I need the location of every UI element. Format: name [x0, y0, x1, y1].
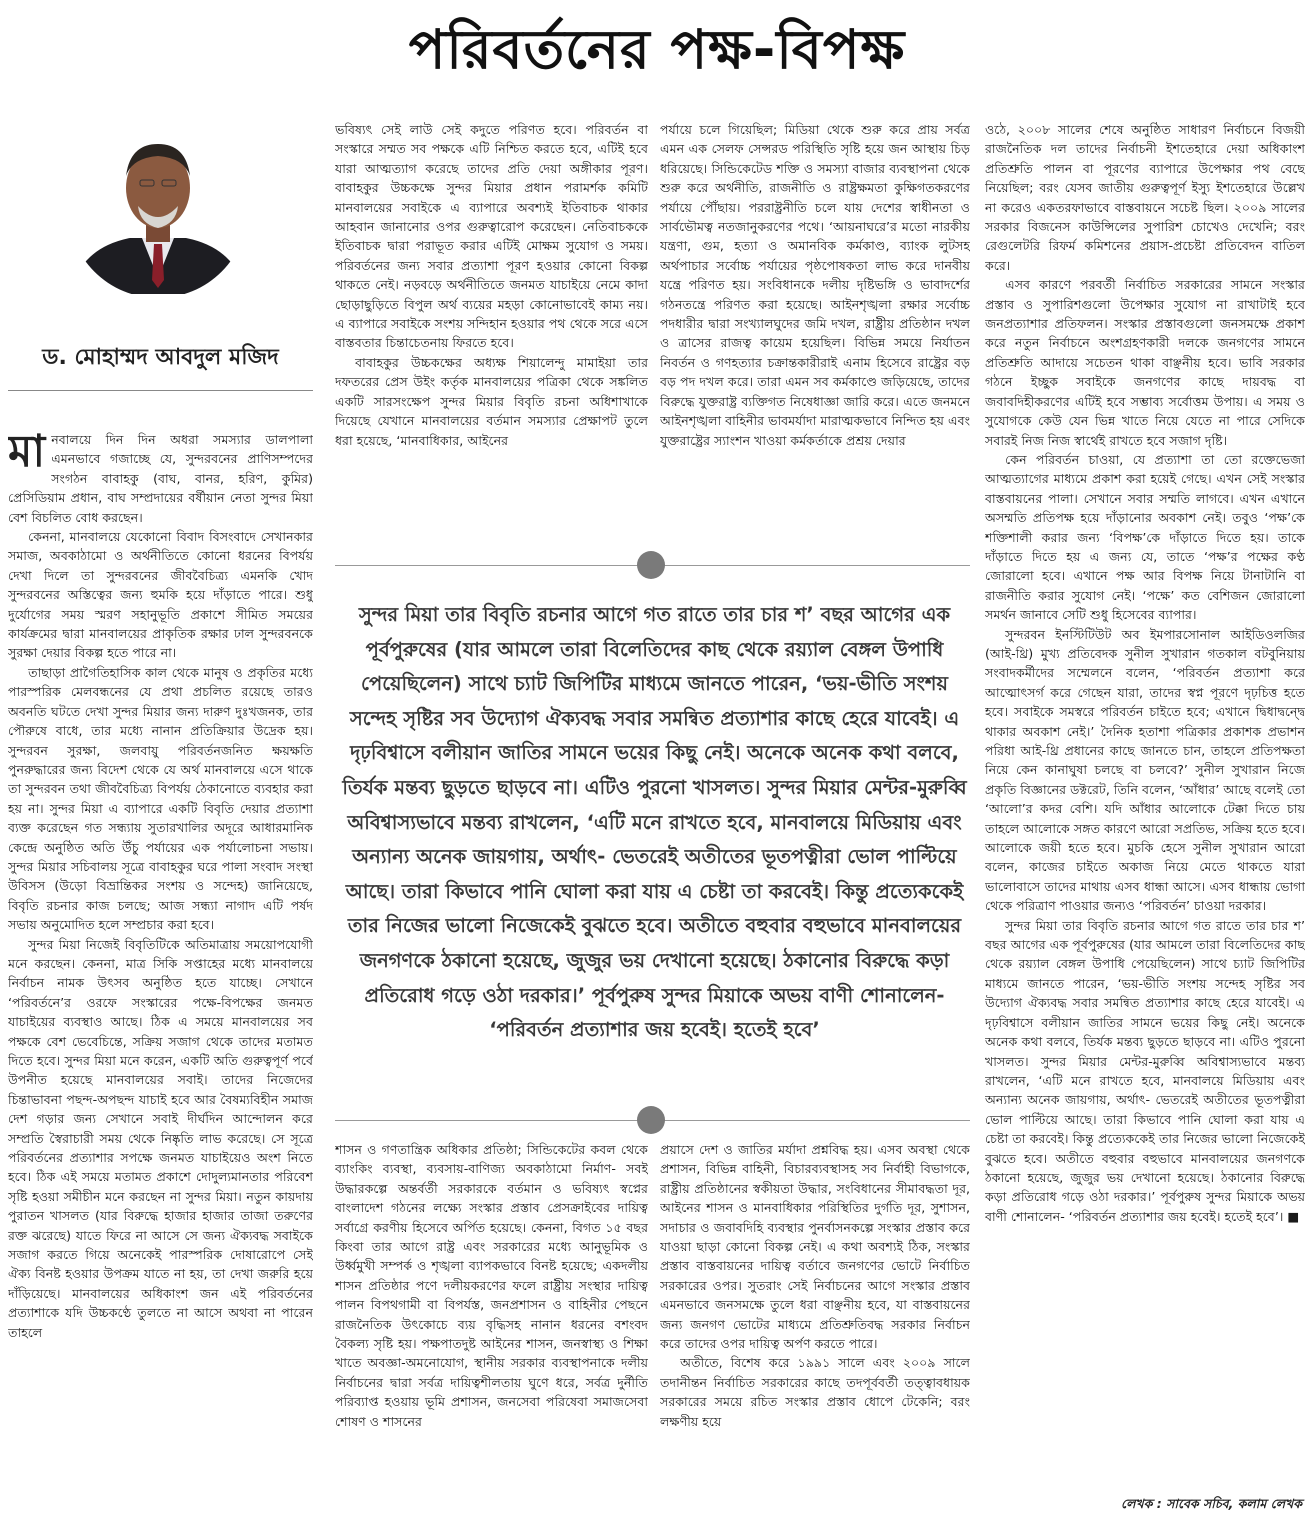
- paragraph: পর্যায়ে চলে গিয়েছিল; মিডিয়া থেকে শুরু করে প্রায় সর্বত্র এমন এক সেলফ সেন্সরড পরিস্থিতি সৃষ্টি হয়ে জন আস্থায় চিড় ধরিয়েছে। সিন্ডিকেটেড শক্তি ও সমস্যা বাজার ব্যবস্থাপনা থেকে শুরু করে অর্থনীতি, রাজনীতি ও রাষ্ট্রক্ষমতা কুক্ষিগতকরণের পর্যায়ে পৌঁছায়। পররাষ্ট্রনীতি চলে যায় দেশের স্বাধীনতা ও সার্বভৌমত্ব নতজানুকরণের পথে। ‘আয়নাঘরে’র মতো নারকীয় যন্ত্রণা, গুম, হত্যা ও অমানবিক কর্মকাণ্ড, ব্যাংক লুটসহ অর্থপাচার সর্বোচ্চ পর্যায়ের পৃষ্ঠপোষকতা লাভ করে দানবীয় যন্ত্রে পরিণত হয়। সংবিধানকে দলীয় দৃষ্টিভঙ্গি ও ভাবাদর্শের গঠনতন্ত্রে পরিণত করা হয়েছে। আইনশৃঙ্খলা রক্ষার সর্বোচ্চ পদধারীর দ্বারা সংখ্যালঘুদের জমি দখল, রাষ্ট্রীয় প্রতিষ্ঠান দখল ও ত্রাসের রাজত্ব কায়েম হয়েছিল। বিভিন্ন সময়ে নির্যাতন নিবর্তন ও গণহত্যার চক্রান্তকারীরাই এনাম হিসেবে রাষ্ট্রের বড় বড় পদ দখল করে। তারা এমন সব কর্মকাণ্ডে জড়িয়েছে, তাদের বিরুদ্ধে যুক্তরাষ্ট্র ব্যক্তিগত নিষেধাজ্ঞা জারি করে। এতে জনমনে আইনশৃঙ্খলা বাহিনীর ভাবমর্যাদা মারাত্মকভাবে নিন্দিত হয় এবং যুক্তরাষ্ট্রের স্যাংশন খাওয়া কর্মকর্তাকে প্রশ্রয় দেয়ার: [660, 122, 970, 448]
- paragraph: সুন্দরবন ইনস্টিটিউট অব ইমপারসোনাল আইডিওলজির (আই-থ্রি) মুখ্য প্রতিবেদক সুনীল সুখারান গতকাল বটবুনিয়ায় সংবাদকর্মীদের সম্মেলনে বলেন, ‘পরিবর্তন প্রত্যাশা করে আত্মোৎসর্গ করে গেছেন যারা, তাদের স্বপ্ন পূরণে দৃঢ়চিত্ত হতে হবে। সবাইকে সমস্বরে পরিবর্তন চাইতে হবে; এখানে দ্বিধাদ্বন্দ্বে থাকার অবকাশ নেই।’ দৈনিক হতাশা পত্রিকার প্রকাশক প্রভাশন পরিধা আই-থ্রি প্রধানের কাছে জানতে চান, তাহলে প্রতিপক্ষতা নিয়ে কেন কানাঘুষা চলছে বা চলবে?’ সুনীল সুখারান নিজে প্রকৃতি বিজ্ঞানের ডক্টরেট, তিনি বলেন, ‘আঁধার’ আছে বলেই তো ‘আলো’র কদর বেশি। যদি আঁধার আলোকে টেক্কা দিতে চায় তাহলে আলোকে সঙ্গত কারণে আরো সপ্রতিভ, সক্রিয় হতে হবে। আলোকে জয়ী হতে হবে। মুচকি হেসে সুনীল সুখারান আরো বলেন, কাজের চাইতে অকাজ নিয়ে মেতে থাকতে যারা ভালোবাসে তাদের মাথায় এসব ধান্ধা আসে। এসব ধান্ধায় ভোগা থেকে পরিত্রাণ পাওয়ার জন্যও ‘পরিবর্তন’ চাওয়া দরকার।: [985, 626, 1305, 914]
- paragraph: তাছাড়া প্রাগৈতিহাসিক কাল থেকে মানুষ ও প্রকৃতির মধ্যে পারস্পরিক মেলবন্ধনের যে প্রথা প্রচলিত রয়েছে তারও অবনতি ঘটতে দেখা সুন্দর মিয়ার জন্য দারুণ দুঃখজনক, তার পৌরুষে বাধে, তার মধ্যে নানান প্রতিক্রিয়ার উদ্রেক হয়। সুন্দরবন সুরক্ষা, জলবায়ু পরিবর্তনজনিত ক্ষয়ক্ষতি পুনরুদ্ধারের জন্য বিদেশ থেকে যে অর্থ মানবালয়ে এসে থাকে তা সুন্দরবন তথা জীববৈচিত্র্য বিপর্যয় ঠেকানোতে ব্যবহার করা হয় না। সুন্দর মিয়া এ ব্যাপারে একটি বিবৃতি দেয়ার প্রত্যাশা ব্যক্ত করেছেন গত সন্ধ্যায় সুতারখালির অদূরে আধারমানিক কেন্দ্রে অনুষ্ঠিত অতি উঁচু পর্যায়ের এক পর্যালোচনা সভায়। সুন্দর মিয়ার সচিবালয় সূত্রে বাবাহকুর ঘরে পালা সংবাদ সংস্থা উবিসস (উড়ো বিভ্রান্তিকর সংশয় ও সন্দেহ) জানিয়েছে, বিবৃতি রচনার কাজ চলছে; আজ সন্ধ্যা নাগাদ এটি পর্ষদ সভায় অনুমোদিত হলে সম্প্রচার করা হবে।: [8, 664, 313, 933]
- paragraph: এসব কারণে পরবর্তী নির্বাচিত সরকারের সামনে সংস্কার প্রস্তাব ও সুপারিশগুলো উপেক্ষার সুযোগ না রাখাটাই হবে জনপ্রত্যাশার প্রতিফলন। সংস্কার প্রস্তাবগুলো জনসমক্ষে প্রকাশ করে নতুন নির্বাচনে অংশগ্রহণকারী দলকে জনগণের সামনে প্রতিশ্রুতি আদায়ে সচেতন থাকা বাঞ্ছনীয় হবে। ভাবি সরকার গঠনে ইচ্ছুক সবাইকে জনগণের কাছে দায়বদ্ধ বা জবাবদিহীকরণের এটিই হবে সম্ভাব্য সর্বোত্তম উপায়। এ সময় ও সুযোগকে কেউ যেন ভিন্ন খাতে নিয়ে যেতে না পারে সেদিকে সবারই নিজ নিজ স্বার্থেই রাখতে হবে সজাগ দৃষ্টি।: [985, 277, 1305, 448]
- column-4: [985, 120, 1305, 1494]
- paragraph: কেননা, মানবালয়ে যেকোনো বিবাদ বিসংবাদে সেখানকার সমাজ, অবকাঠামো ও অর্থনীতিতে কোনো ধরনের বিপর্যয় দেখা দিলে তা সুন্দরবনের জীববৈচিত্র্য এমনকি খোদ সুন্দরবনের অস্তিত্বের জন্য হুমকি হয়ে দাঁড়াতে পারে। শুধু দুর্যোগের সময় স্মরণ সহানুভূতি প্রকাশে সীমিত সময়ের কার্যক্রমের দ্বারা মানবালয়ের প্রাকৃতিক রক্ষার ঢাল সুন্দরবনকে সুরক্ষা দেয়ার বিকল্প হতে পারে না।: [8, 529, 313, 661]
- author-byline: ড. মোহাম্মদ আবদুল মজিদ: [42, 345, 279, 370]
- column-2-top: [335, 120, 648, 530]
- divider-dot-icon: [637, 551, 665, 579]
- article-title: পরিবর্তনের পক্ষ-বিপক্ষ: [408, 18, 906, 81]
- paragraph: প্রয়াসে দেশ ও জাতির মর্যাদা প্রশ্নবিদ্ধ হয়। এসব অবস্থা থেকে প্রশাসন, বিভিন্ন বাহিনী, বিচারব্যবস্থাসহ সব নির্বাহী বিভাগকে, রাষ্ট্রীয় প্রতিষ্ঠানের স্বকীয়তা উদ্ধার, সংবিধানের সীমাবদ্ধতা দূর, আইনের শাসন ও মানবাধিকার পরিস্থিতির দুর্গতি দূর, সুশাসন, সদাচার ও জবাবদিহি ব্যবস্থার পুনর্বাসনকল্পে সংস্কার প্রস্তাব করে যাওয়া ছাড়া কোনো বিকল্প নেই। এ কথা অবশ্যই ঠিক, সংস্কার প্রস্তাব বাস্তবায়নের দায়িত্ব বর্তাবে জনগণের ভোটে নির্বাচিত সরকারের ওপর। সুতরাং সেই নির্বাচনের আগে সংস্কার প্রস্তাব এমনভাবে জনসমক্ষে তুলে ধরা বাঞ্ছনীয় হবে, যা বাস্তবায়নের জন্য জনগণ ভোটের মাধ্যমে প্রতিশ্রুতিবদ্ধ সরকার নির্বাচন করে তাদের ওপর দায়িত্ব অর্পণ করতে পারে।: [660, 1142, 970, 1352]
- divider-dot-icon: [637, 1106, 665, 1134]
- column-1: [8, 430, 313, 1522]
- column-3-top: [660, 120, 970, 530]
- author-portrait-icon: [60, 118, 256, 294]
- paragraph: শাসন ও গণতান্ত্রিক অধিকার প্রতিষ্ঠা; সিন্ডিকেটের কবল থেকে ব্যাংকিং ব্যবস্থা, ব্যবসায়-বাণিজ্য অবকাঠামো নির্মাণ- সবই উদ্ধারকল্পে অন্তর্বর্তী সরকারকে বর্তমান ও ভবিষ্যৎ স্বপ্নের বাংলাদেশ গঠনের লক্ষ্যে সংস্কার প্রস্তাব প্রেসক্রাইবের দায়িত্ব সর্বাগ্রে করণীয় হিসেবে অর্পিত হয়েছে। কেননা, বিগত ১৫ বছর কিংবা তার আগে রাষ্ট্র এবং সরকারের মধ্যে আনুভূমিক ও উর্ধ্বমুখী সম্পর্ক ও শৃঙ্খলা ব্যাপকভাবে বিনষ্ট হয়েছে; একদলীয় শাসন প্রতিষ্ঠার পণে দলীয়করণের ফলে রাষ্ট্রীয় সংস্থার দায়িত্ব পালন বিপথগামী বা বিপর্যস্ত, জনপ্রশাসন ও বাহিনীর পেছনে রাজনৈতিক উৎকোচে ব্যয় বৃদ্ধিসহ নানান ধরনের বশংবদ বৈকল্য সৃষ্টি হয়। পক্ষপাতদুষ্ট আইনের শাসন, জনস্বাস্থ্য ও শিক্ষা খাতে অবজ্ঞা-অমনোযোগ, স্থানীয় সরকার ব্যবস্থাপনাকে দলীয় নির্বাচনের দ্বারা সর্বত্র দায়িত্বশীলতায় ঘুণে ধরে, সর্বত্র দুর্নীতি পরিব্যাপ্ত হওয়ায় ভূমি প্রশাসন, জনসেবা পরিষেবা সমাজসেবা শোষণ ও শাসনের: [335, 1142, 648, 1429]
- paragraph: অতীতে, বিশেষ করে ১৯৯১ সালে এবং ২০০৯ সালে তদানীন্তন নির্বাচিত সরকারের কাছে তদপূর্ববর্তী তত্ত্বাবধায়ক সরকারের সময়ে রচিত সংস্কার প্রস্তাব ধোপে টেকেনি; বরং লক্ষণীয় হয়ে: [660, 1355, 970, 1429]
- paragraph: বাবাহকুর উচ্চকক্ষের অধ্যক্ষ শিয়ালেন্দু মামাইয়া তার দফতরের প্রেস উইং কর্তৃক মানবালয়ের পত্রিকা থেকে সঙ্কলিত একটি সারসংক্ষেপ সুন্দর মিয়ার বিবৃতি রচনা অধিশাখাকে দিয়েছে যেখানে মানবালয়ের বর্তমান সমস্যার প্রেক্ষাপট তুলে ধরা হয়েছে, ‘মানবাধিকার, আইনের: [335, 354, 648, 448]
- column-3-bottom: [660, 1140, 970, 1522]
- drop-cap: মা: [8, 430, 46, 477]
- author-credit: লেখক : সাবেক সচিব, কলাম লেখক: [1121, 1496, 1302, 1511]
- paragraph: ওঠে, ২০০৮ সালের শেষে অনুষ্ঠিত সাধারণ নির্বাচনে বিজয়ী রাজনৈতিক দল তাদের নির্বাচনী ইশতেহারে দেয়া অধিকাংশ প্রতিশ্রুতি পালন বা পূরণের ব্যাপারে উপেক্ষার পথ বেছে নিয়েছিল; বরং যেসব জাতীয় গুরুত্বপূর্ণ ইস্যু ইশতেহারে উল্লেখ না করেও একতরফাভাবে বাস্তবায়নে সচেষ্ট ছিল। ২০০৯ সালের সরকার বিজনেস কাউন্সিলের সুপারিশ চোখেও দেখেনি; বরং রেগুলেটরি রিফর্ম কমিশনের প্রয়াস-প্রচেষ্টা প্রতিবেদন বাতিল করে।: [985, 122, 1305, 273]
- byline-rule: [8, 390, 313, 391]
- paragraph: কেন পরিবর্তন চাওয়া, যে প্রত্যাশা তা তো রক্তেভেজা আত্মত্যাগের মাধ্যমে প্রকাশ করা হয়েই গেছে। এখন সেই সংস্কার বাস্তবায়নের পালা। সেখানে সবার সম্মতি লাগবে। এখন এখানে অসম্মতি প্রতিপক্ষ হয়ে দাঁড়ানোর অবকাশ নেই। তবুও ‘পক্ষ’কে শক্তিশালী করার জন্য ‘বিপক্ষ’কে দাঁড়াতে দিতে হয়। তাকে দাঁড়াতে দিতে হয় এ জন্য যে, তাতে ‘পক্ষ’র পক্ষের কণ্ঠ জোরালো হবে। এখানে পক্ষ আর বিপক্ষ নিয়ে টানাটানি বা রাজনীতি করার সুযোগ নেই। ‘পক্ষে’ কত বেশিজন জোরালো সমর্থন জানাবে সেটি শুধু হিসেবের ব্যাপার।: [985, 451, 1305, 623]
- paragraph: ভবিষ্যৎ সেই লাউ সেই কদুতে পরিণত হবে। পরিবর্তন বা সংস্কারে সম্মত সব পক্ষকে এটি নিশ্চিত করতে হবে, এটিই হবে যারা আত্মত্যাগ করেছে তাদের প্রতি দেয়া অঙ্গীকার পূরণ। বাবাহকুর উচ্চকক্ষে সুন্দর মিয়ার প্রধান পরামর্শক কমিটি মানবালয়ের সবাইকে এ ব্যাপারে অবশ্যই ইতিবাচক থাকার আহবান জানানোর ওপর গুরুত্বারোপ করেছেন। নেতিবাচককে ইতিবাচক দ্বারা পরাভূত করার এটিই মোক্ষম সুযোগ ও সময়। পরিবর্তনের জন্য সবার প্রত্যাশা পূরণ হওয়ার কোনো বিকল্প থাকতে নেই। নড়বড়ে অর্থনীতিতে জনমত যাচাইয়ে নেমে কাদা ছোড়াছুড়িতে বিপুল অর্থ ব্যয়ের মহড়া কোনোভাবেই কাম্য নয়। এ ব্যাপারে সবাইকে সংশয় সন্দিহান হওয়ার পথ থেকে সরে এসে বাস্তবতার চিন্তাচেতনায় ফিরতে হবে।: [335, 122, 648, 351]
- pull-quote: সুন্দর মিয়া তার বিবৃতি রচনার আগে গত রাতে তার চার শ’ বছর আগের এক পূর্বপুরুষের (যার আমলে তারা বিলেতিদের কাছ থেকে রয়্যাল বেঙ্গল উপাধি পেয়েছিলেন) সাথে চ্যাট জিপিটির মাধ্যমে জানতে পারেন, ‘ভয়-ভীতি সংশয় সন্দেহ সৃষ্টির সব উদ্যোগ ঐক্যবদ্ধ সবার সমন্বিত প্রত্যাশার কাছে হেরে যাবেই। এ দৃঢ়বিশ্বাসে বলীয়ান জাতির সামনে ভয়ের কিছু নেই। অনেকে অনেক কথা বলবে, তির্যক মন্তব্য ছুড়তে ছাড়বে না। এটিও পুরনো খাসলত। সুন্দর মিয়ার মেন্টর-মুরুব্বি অবিশ্বাস্যভাবে মন্তব্য রাখলেন, ‘এটি মনে রাখতে হবে, মানবালয়ে মিডিয়ায় এবং অন্যান্য অনেক জায়গায়, অর্থাৎ- ভেতরেই অতীতের ভূতপত্নীরা ভোল পাল্টিয়ে আছে। তারা কিভাবে পানি ঘোলা করা যায় এ চেষ্টা তা করবেই। কিন্তু প্রত্যেককেই তার নিজের ভালো নিজেকেই বুঝতে হবে। অতীতে বহুবার বহুভাবে মানবালয়ের জনগণকে ঠকানো হয়েছে, জুজুর ভয় দেখানো হয়েছে। ঠকানোর বিরুদ্ধে কড়া প্রতিরোধ গড়ে ওঠা দরকার।’ পূর্বপুরুষ সুন্দর মিয়াকে অভয় বাণী শোনালেন- ‘পরিবর্তন প্রত্যাশার জয় হবেই। হতেই হবে’: [342, 603, 967, 1042]
- paragraph: সুন্দর মিয়া নিজেই বিবৃতিটিকে অতিমাত্রায় সময়োপযোগী মনে করছেন। কেননা, মাত্র সিকি সপ্তাহের মধ্যে মানবালয়ে নির্বাচন নামক উৎসব অনুষ্ঠিত হতে যাচ্ছে। সেখানে ‘পরিবর্তনে’র ওরফে সংস্কারের পক্ষে-বিপক্ষের জনমত যাচাইয়ের ব্যবস্থাও আছে। ঠিক এ সময়ে মানবালয়ের সব পক্ষকে বেশ ভেবেচিন্তে, সক্রিয় সজাগ থেকে তাদের মতামত দিতে হবে। সুন্দর মিয়া মনে করেন, একটি অতি গুরুত্বপূর্ণ পর্বে উপনীত হয়েছে মানবালয়ের সবাই। তাদের নিজেদের চিন্তাভাবনা পছন্দ-অপছন্দ যাচাই হবে আর বৈষম্যবিহীন সমাজ দেশ গড়ার জন্য সেখানে সবাই দীর্ঘদিন আন্দোলন করে সম্প্রতি স্বৈরাচারী সময় থেকে নিষ্কৃতি লাভ করেছে। সে সূত্রে পরিবর্তনের প্রত্যাশার সপক্ষে জনমত যাচাইয়েও অংশ নিতে হবে। ঠিক এই সময়ে মতামত প্রকাশে দোদুল্যমানতার পরিবেশ সৃষ্টি হওয়া সমীচীন মনে করছেন না সুন্দর মিয়া। নতুন কায়দায় পুরাতন খাসলত (যার বিরুদ্ধে হাজার হাজার তাজা তরুণের রক্ত ঝরেছে) যাতে ফিরে না আসে সে জন্য ঐক্যবদ্ধ সবাইকে সজাগ করতে গিয়ে অনেকেই পারস্পরিক দোষারোপে সেই ঐক্য বিনষ্ট হওয়ার উপক্রম যাতে না হয়, তা দেখা জরুরি হয়ে দাঁড়িয়েছে। মানবালয়ের অধিকাংশ জন এই পরিবর্তনের প্রত্যাশাকে যদি উচ্চকণ্ঠে তুলতে না আসে অথবা না পারেন তাহলে: [8, 936, 313, 1340]
- column-2-bottom: [335, 1140, 648, 1522]
- paragraph: সুন্দর মিয়া তার বিবৃতি রচনার আগে গত রাতে তার চার শ’ বছর আগের এক পূর্বপুরুষের (যার আমলে তারা বিলেতিদের কাছ থেকে রয়্যাল বেঙ্গল উপাধি পেয়েছিলেন) সাথে চ্যাট জিপিটির মাধ্যমে জানতে পারেন, ‘ভয়-ভীতি সংশয় সন্দেহ সৃষ্টির সব উদ্যোগ ঐক্যবদ্ধ সবার সমন্বিত প্রত্যাশার কাছে হেরে যাবেই। এ দৃঢ়বিশ্বাসে বলীয়ান জাতির সামনে ভয়ের কিছু নেই। অনেকে অনেক কথা বলবে, তির্যক মন্তব্য ছুড়তে ছাড়বে না। এটিও পুরনো খাসলত। সুন্দর মিয়ার মেন্টর-মুরুব্বি অবিশ্বাস্যভাবে মন্তব্য রাখলেন, ‘এটি মনে রাখতে হবে, মানবালয়ে মিডিয়ায় এবং অন্যান্য অনেক জায়গায়, অর্থাৎ- ভেতরেই অতীতের ভূতপত্নীরা ভোল পাল্টিয়ে আছে। তারা কিভাবে পানি ঘোলা করা যায় এ চেষ্টা তা করবেই। কিন্তু প্রত্যেককেই তার নিজের ভালো নিজেকেই বুঝতে হবে। অতীতে বহুবার বহুভাবে মানবালয়ের জনগণকে ঠকানো হয়েছে, জুজুর ভয় দেখানো হয়েছে। ঠকানোর বিরুদ্ধে কড়া প্রতিরোধ গড়ে ওঠা দরকার।’ পূর্বপুরুষ সুন্দর মিয়াকে অভয় বাণী শোনালেন- ‘পরিবর্তন প্রত্যাশার জয় হবেই। হতেই হবে’। ■: [985, 917, 1305, 1224]
- paragraph: মানবালয়ে দিন দিন অধরা সমস্যার ডালপালা এমনভাবে গজাচ্ছে যে, সুন্দরবনের প্রাণিসম্পদের সংগঠন বাবাহকু (বাঘ, বানর, হরিণ, কুমির) প্রেসিডিয়াম প্রধান, বাঘ সম্প্রদায়ের বর্ষীয়ান নেতা সুন্দর মিয়া বেশ বিচলিত বোধ করছেন।: [8, 430, 313, 525]
